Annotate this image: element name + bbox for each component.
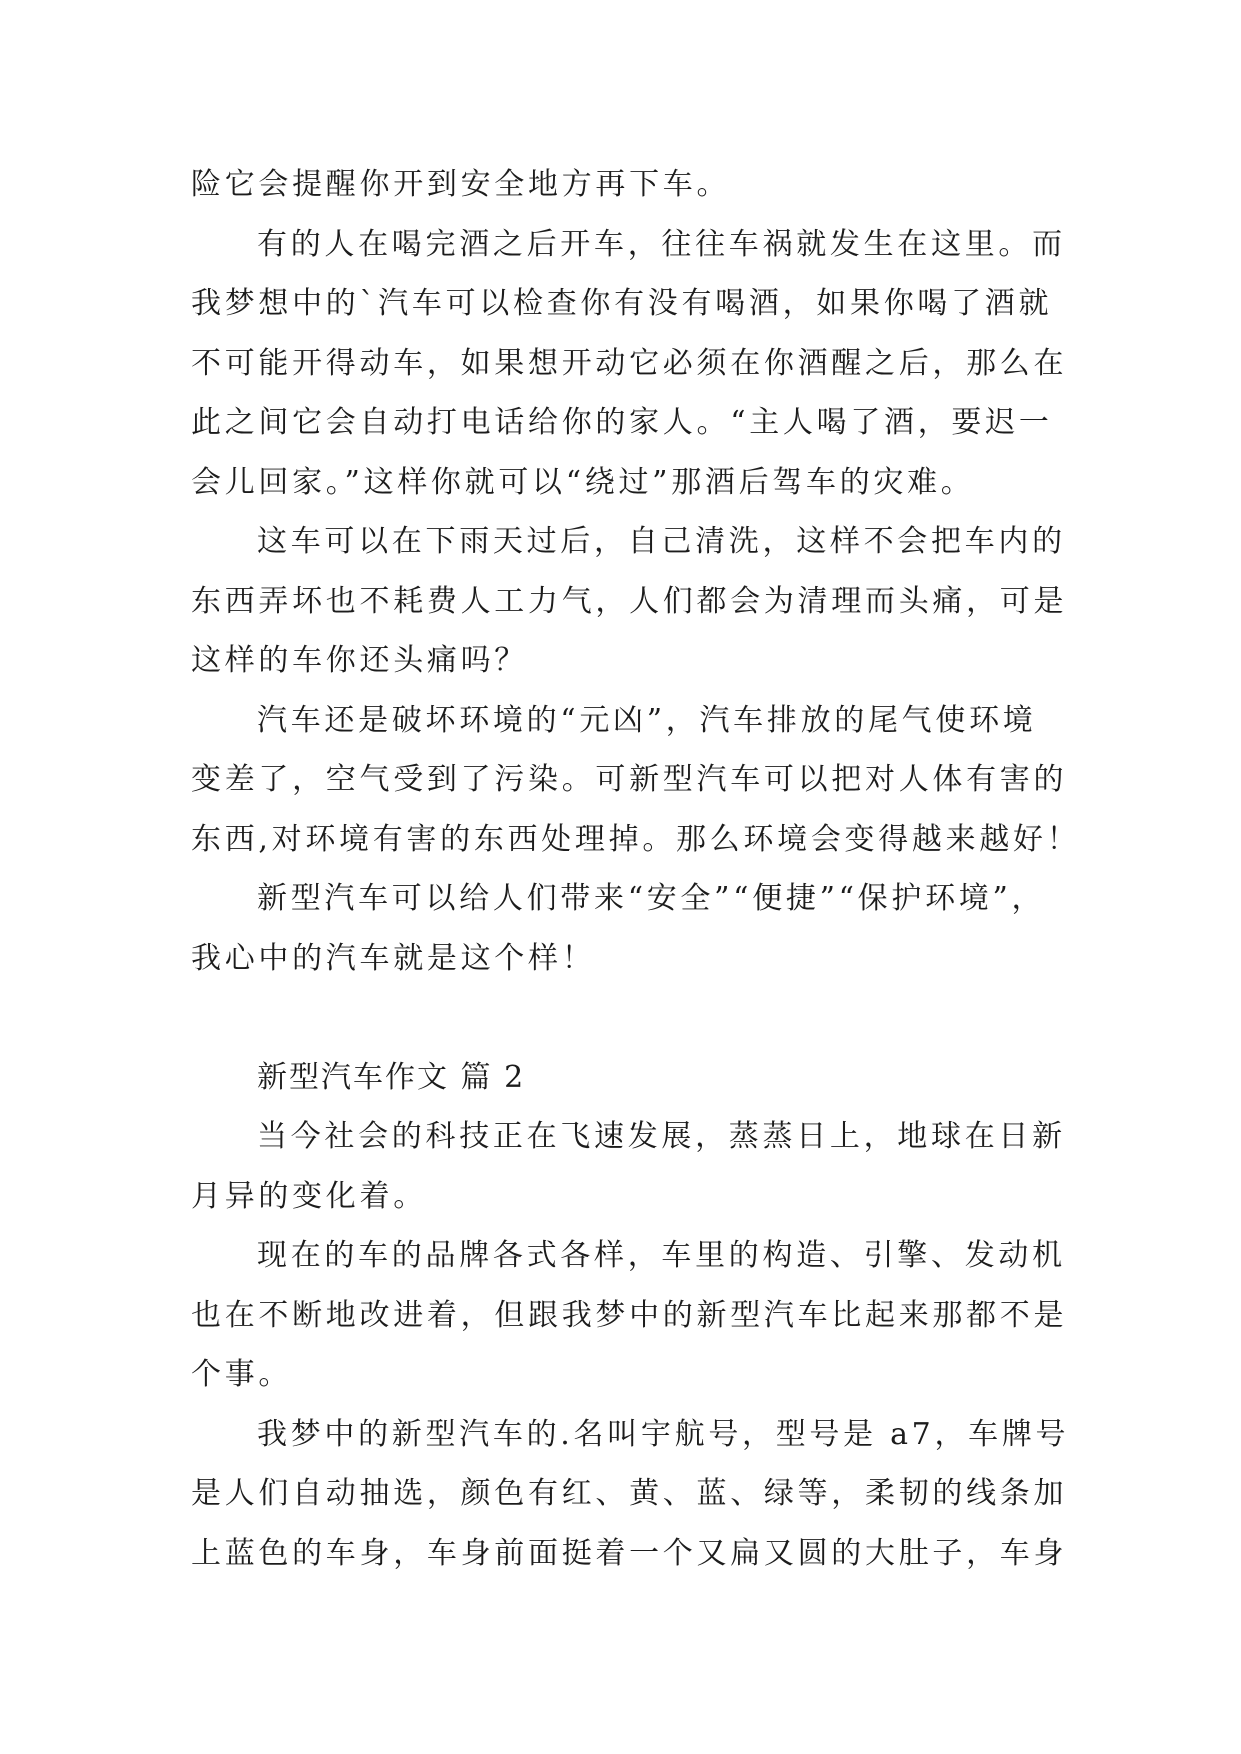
text-line: 个事。 [191, 1357, 293, 1392]
text-line: 新型汽车可以给人们带来“安全”“便捷”“保护环境”， [257, 881, 1046, 916]
section-heading: 新型汽车作文 篇 2 [257, 1059, 526, 1095]
text-line: 我梦想中的`汽车可以检查你有没有喝酒，如果你喝了酒就 [191, 286, 1053, 321]
section-spacer [191, 988, 1061, 1048]
text-line: 现在的车的品牌各式各样，车里的构造、引擎、发动机 [257, 1238, 1066, 1273]
text-line: 我梦中的新型汽车的.名叫宇航号，型号是 a7，车牌号 [257, 1416, 1070, 1452]
text-line: 汽车还是破坏环境的“元凶”，汽车排放的尾气使环境 [257, 702, 1037, 738]
paragraph [191, 869, 1061, 988]
paragraph [191, 1107, 1066, 1226]
paragraph [191, 1405, 1070, 1584]
text-line: 东西,对环境有害的东西处理掉。那么环境会变得越来越好！ [191, 821, 1081, 857]
text-line: 我心中的汽车就是这个样！ [191, 940, 596, 976]
text-line: 此之间它会自动打电话给你的家人。“主人喝了酒，要迟一 [191, 405, 1053, 440]
text-line: 月异的变化着。 [191, 1178, 427, 1214]
text-line: 上蓝色的车身，车身前面挺着一个又扁又圆的大肚子，车身 [191, 1535, 1068, 1571]
text-line: 也在不断地改进着，但跟我梦中的新型汽车比起来那都不是 [191, 1297, 1068, 1333]
paragraph [191, 1226, 1068, 1405]
paragraph [191, 512, 1068, 691]
paragraph [191, 215, 1068, 513]
text-line: 变差了，空气受到了污染。可新型汽车可以把对人体有害的 [191, 762, 1068, 797]
text-line: 这车可以在下雨天过后，自己清洗，这样不会把车内的 [257, 524, 1066, 559]
text-line: 不可能开得动车，如果想开动它必须在你酒醒之后，那么在 [191, 345, 1068, 381]
text-line: 险它会提醒你开到安全地方再下车。 [191, 167, 731, 202]
paragraph [191, 691, 1081, 870]
paragraph [191, 155, 1061, 215]
text-line: 是人们自动抽选，颜色有红、黄、蓝、绿等，柔韧的线条加 [191, 1476, 1068, 1511]
text-line: 这样的车你还头痛吗？ [191, 643, 528, 678]
document-body [191, 155, 1081, 1583]
text-line: 东西弄坏也不耗费人工力气，人们都会为清理而头痛，可是 [191, 583, 1068, 619]
text-line: 有的人在喝完酒之后开车，往往车祸就发生在这里。而 [257, 226, 1066, 262]
text-line: 会儿回家。”这样你就可以“绕过”那酒后驾车的灾难。 [191, 464, 975, 500]
text-line: 当今社会的科技正在飞速发展，蒸蒸日上，地球在日新 [257, 1119, 1066, 1154]
